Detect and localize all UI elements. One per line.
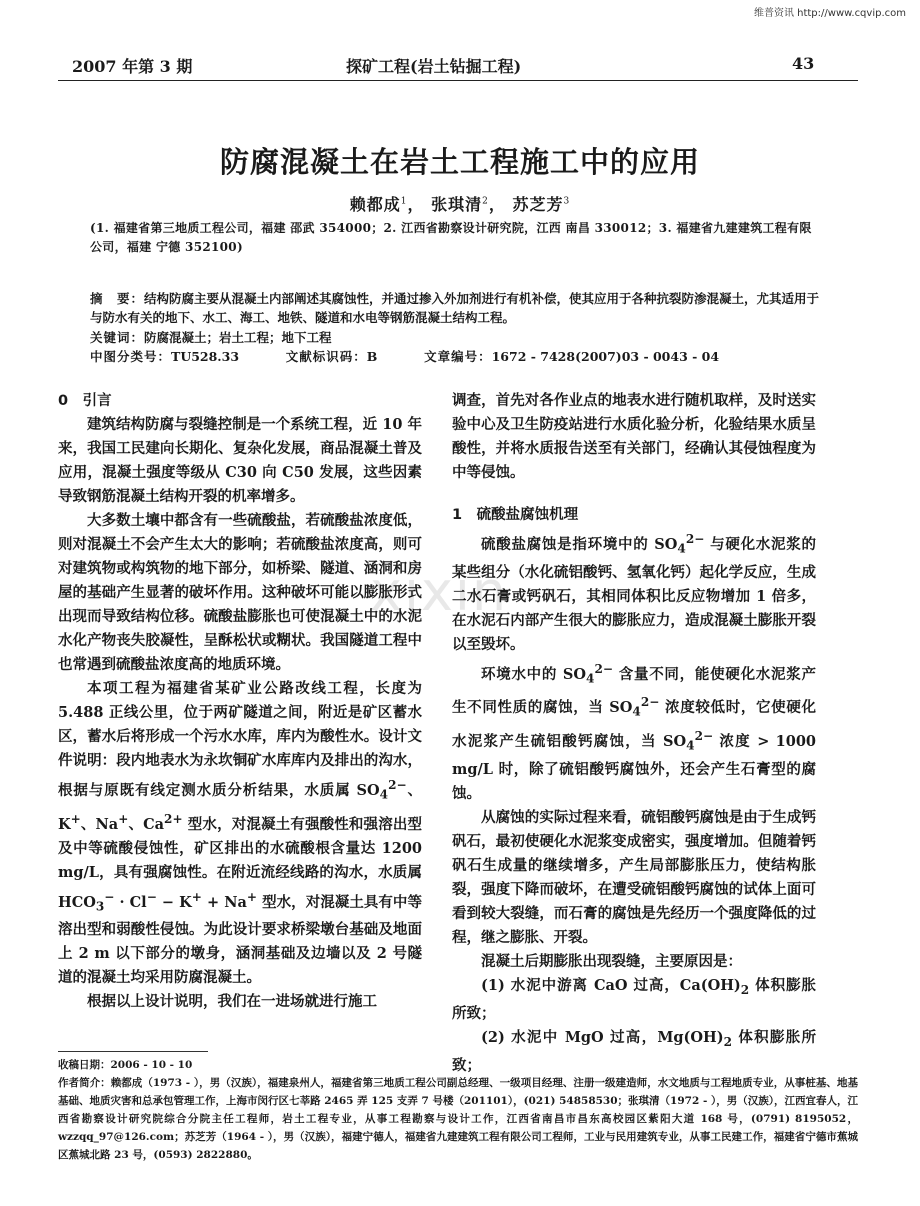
list-item: (1) 水泥中游离 CaO 过高，$Ca(OH)_2$ 体积膨胀所致；	[452, 976, 816, 1022]
page-number: 43	[792, 54, 815, 73]
footnotes	[58, 1056, 858, 1164]
list-item: (2) 水泥中 MgO 过高，$Mg(OH)_2$ 体积膨胀所致；	[452, 1028, 816, 1074]
right-column	[452, 389, 816, 1078]
doc-code-label: 文献标识码：	[285, 349, 367, 364]
doc-code-value: B	[366, 349, 378, 364]
keywords-label: 关键词：	[90, 330, 145, 345]
article-id-label: 文章编号：	[424, 349, 492, 364]
paragraph: 混凝土后期膨胀出现裂缝，主要原因是：	[481, 952, 742, 970]
author-separator: ，	[407, 195, 425, 214]
header-rule	[58, 80, 858, 81]
classification	[90, 347, 825, 366]
footnote-rule	[58, 1051, 208, 1052]
paragraph: 本项工程为福建省某矿业公路改线工程，长度为 5.488 正线公里，位于两矿隧道之间，附近是矿区蓄水区，蓄水后将形成一个污水水库，库内为酸性水。设计文件说明：段内地表水为永坎铜矿水库库内及排出的沟水，根据与原既有线定测水质分析结果，水质属 $SO_4^{2-}$、K+、Na+、$Ca^{2+}$ 型水，对混凝土有强酸性和强溶出型及中等硫酸侵蚀性，矿区排出的水硫酸根含量达 1200 mg/L，具有强腐蚀性。在附近流经线路的沟水，水质属 $HCO_3^- \cdot Cl^- - K^+ + Na^+$ 型水，对混凝土具有中等溶出型和弱酸性侵蚀。为此设计要求桥梁墩台基础及地面上 2 m 以下部分的墩身，涵洞基础及边墙以及 2 号隧道的混凝土均采用防腐混凝土。	[58, 680, 422, 987]
issue-label: 2007 年第 3 期	[72, 57, 193, 76]
left-column	[58, 389, 422, 1014]
clc-label: 中图分类号：	[90, 349, 172, 364]
abstract-label: 摘 要：	[90, 291, 145, 306]
keywords	[90, 328, 825, 347]
paragraph: 从腐蚀的实际过程来看，硫铝酸钙腐蚀是由于生成钙矾石，最初使硬化水泥浆变成密实，强度增加。但随着钙矾石生成量的继续增多，产生局部膨胀压力，使结构胀裂，强度下降而破坏，在遭受硫铝酸钙腐蚀的试体上面可看到较大裂缝，而石膏的腐蚀是先经历一个强度降低的过程，继之膨胀、开裂。	[452, 808, 816, 946]
paragraph: 根据以上设计说明，我们在一进场就进行施工	[87, 993, 377, 1011]
author-name: 赖都成	[349, 195, 401, 214]
keywords-text: 防腐混凝土；岩土工程；地下工程	[144, 330, 332, 345]
section-heading-mechanism: 1 硫酸盐腐蚀机理	[452, 507, 579, 523]
abstract	[90, 289, 825, 327]
author-name: 苏芝芳	[512, 195, 564, 214]
journal-name: 探矿工程(岩土钻掘工程)	[346, 57, 522, 76]
paragraph: 环境水中的 $SO_4^{2-}$ 含量不同，能使硬化水泥浆产生不同性质的腐蚀，当 $SO_4^{2-}$ 浓度较低时，它使硬化水泥浆产生硫铝酸钙腐蚀，当 $SO_4^{2-}$ 浓度 > 1000 mg/L 时，除了硫铝酸钙腐蚀外，还会产生石膏型的腐蚀。	[452, 661, 816, 802]
paragraph: 大多数土壤中都含有一些硫酸盐，若硫酸盐浓度低，则对混凝土不会产生太大的影响；若硫酸盐浓度高，则可对建筑物或构筑物的地下部分，如桥梁、隧道、涵洞和房屋的基础产生显著的破坏作用。这种破坏可能以膨胀形式出现而导致结构位移。硫酸盐膨胀也可使混凝土中的水泥水化产物丧失胶凝性，呈酥松状或糊状。我国隧道工程中也常遇到硫酸盐浓度高的地质环境。	[58, 512, 422, 673]
author-mark: 3	[563, 196, 571, 207]
author-separator: ，	[488, 195, 506, 214]
source-watermark: 维普资讯 http://www.cqvip.com	[753, 8, 906, 19]
author-bio: 作者简介：赖都成（1973 - ），男（汉族），福建泉州人，福建省第三地质工程公司副总经理、一级项目经理、注册一级建造师，水文地质与工程地质专业，从事桩基、地基基础、地质灾害和总承包管理工作，上海市闵行区七莘路 2465 弄 125 支弄 7 号楼（201101），(021) 54858530；张琪清（1972 - ），男（汉族），江西宜春人，江西省勘察设计研究院综合分院主任工程师，岩土工程专业，从事工程勘察与设计工作，江西省南昌市昌东高校园区紫阳大道 168 号，(0791) 8195052，wzzqq_97@126.com；苏芝芳（1964 - ），男（汉族），福建宁德人，福建省九建建筑工程有限公司工程师，工业与民用建筑专业，从事工民建工作，福建省宁德市蕉城区蕉城北路 23 号，(0593) 2822880。	[58, 1077, 859, 1161]
article-title: 防腐混凝土在岩土工程施工中的应用	[219, 145, 700, 179]
background-watermark: xixin	[370, 560, 509, 623]
paragraph: 硫酸盐腐蚀是指环境中的 $SO_4^{2-}$ 与硬化水泥浆的某些组分（水化硫铝酸钙、氢氧化钙）起化学反应，生成二水石膏或钙矾石，其相同体积比反应物增加 1 倍多，在水泥石内部产生很大的膨胀应力，造成混凝土膨胀开裂以至毁坏。	[452, 532, 816, 653]
author-mark: 1	[400, 196, 408, 207]
abstract-text: 结构防腐主要从混凝土内部阐述其腐蚀性，并通过掺入外加剂进行有机补偿，使其应用于各种抗裂防渗混凝土，尤其适用于与防水有关的地下、水工、海工、地铁、隧道和水电等钢筋混凝土结构工程。	[90, 291, 820, 325]
section-heading-introduction: 0 引言	[58, 393, 112, 409]
received-date: 收稿日期：2006 - 10 - 10	[58, 1059, 193, 1071]
affiliations: (1. 福建省第三地质工程公司，福建 邵武 354000；2. 江西省勘察设计研究院，江西 南昌 330012；3. 福建省九建建筑工程有限公司，福建 宁德 352100)	[90, 221, 812, 254]
paragraph-continued: 调查，首先对各作业点的地表水进行随机取样，及时送实验中心及卫生防疫站进行水质化验分析，化验结果水质呈酸性，并将水质报告送至有关部门，经确认其侵蚀程度为中等侵蚀。	[452, 392, 816, 481]
author-list	[0, 192, 920, 215]
author-name: 张琪清	[431, 195, 483, 214]
paragraph: 建筑结构防腐与裂缝控制是一个系统工程，近 10 年来，我国工民建向长期化、复杂化发展，商品混凝土普及应用，混凝土强度等级从 C30 向 C50 发展，这些因素导致钢筋混凝土结构开裂的机率增多。	[58, 416, 422, 505]
article-id-value: 1672 - 7428(2007)03 - 0043 - 04	[491, 349, 720, 364]
clc-value: TU528.33	[171, 349, 240, 364]
author-mark: 2	[482, 196, 489, 207]
